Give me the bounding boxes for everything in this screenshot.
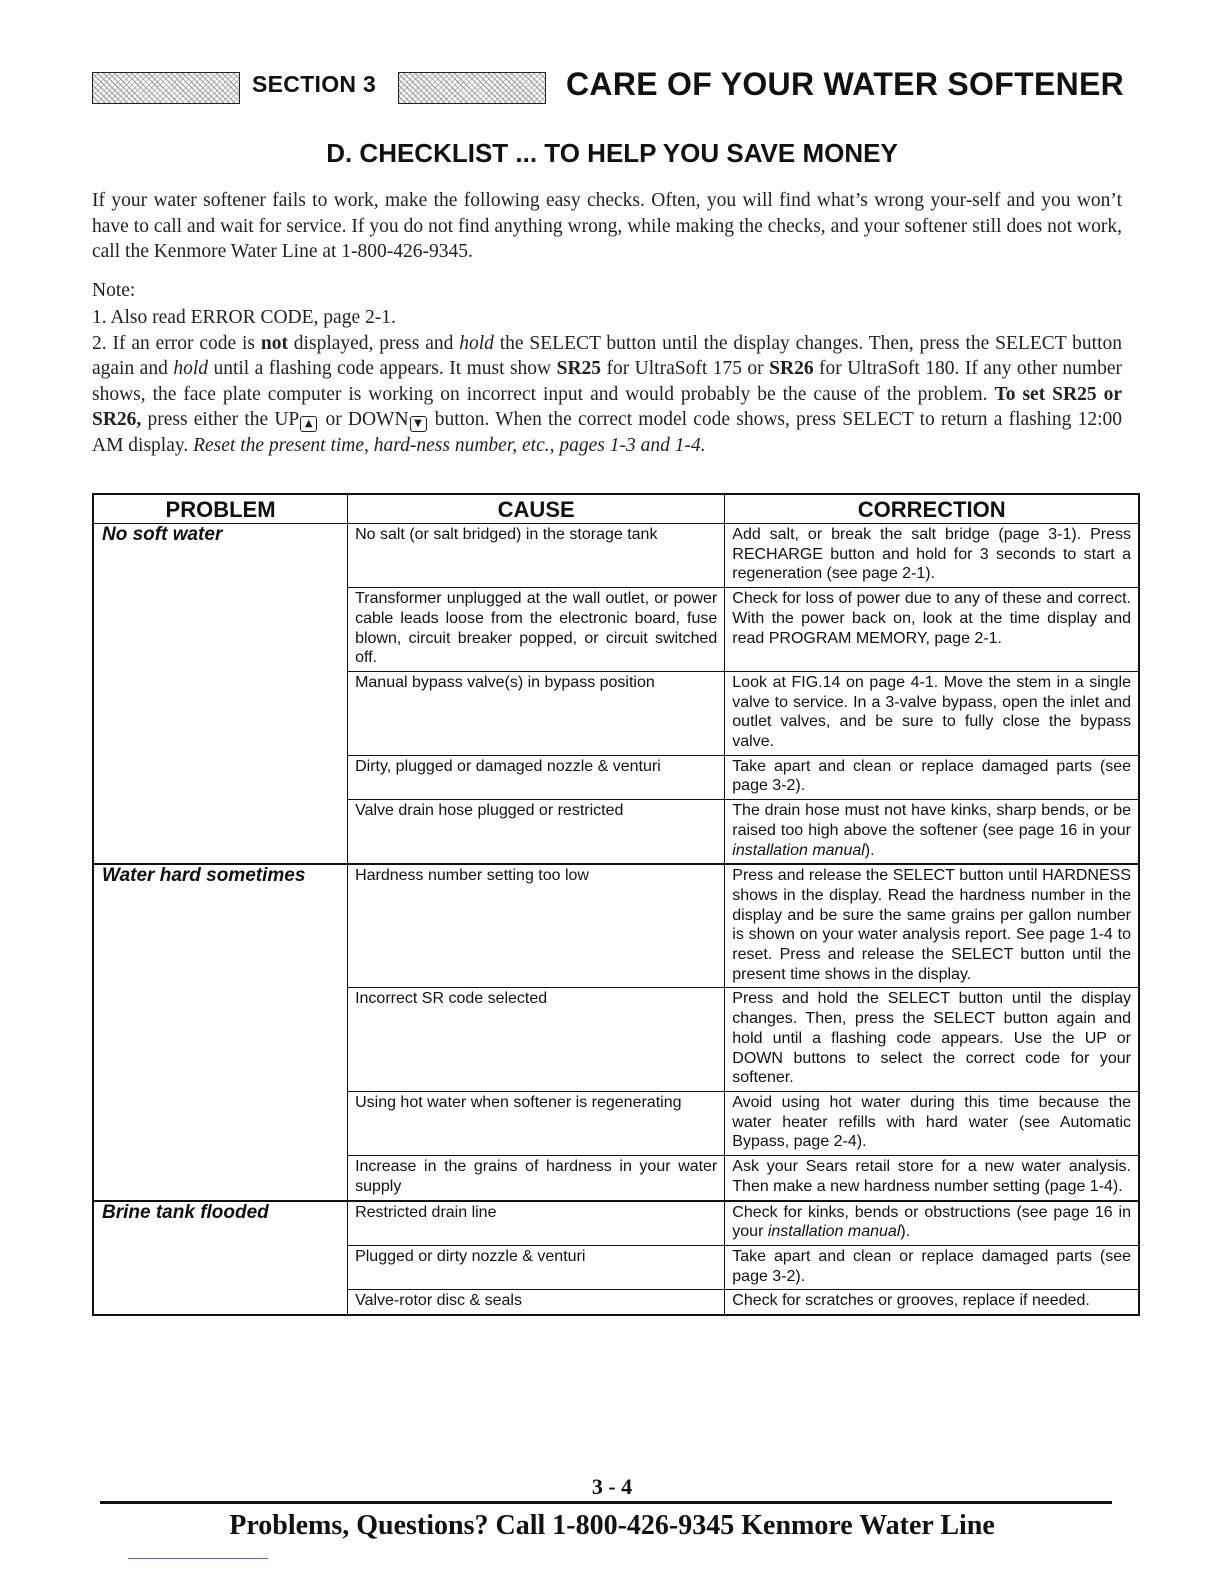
problem-cell: Water hard sometimes	[93, 864, 348, 1200]
cause-cell: Manual bypass valve(s) in bypass position	[348, 671, 725, 755]
correction-cell: Take apart and clean or replace damaged parts (see page 3-2).	[725, 755, 1139, 799]
correction-cell: Check for scratches or grooves, replace if needed.	[725, 1290, 1139, 1315]
checklist-heading: D. CHECKLIST ... TO HELP YOU SAVE MONEY	[326, 138, 898, 168]
cause-cell: Transformer unplugged at the wall outlet, or power cable leads loose from the electronic board, fuse blown, circuit breaker popped, or circuit switched off.	[348, 588, 725, 672]
cause-cell: Valve drain hose plugged or restricted	[348, 800, 725, 865]
section-label: SECTION 3	[252, 71, 377, 97]
note-1: 1. Also read ERROR CODE, page 2-1.	[92, 307, 396, 328]
notes	[92, 305, 1122, 458]
troubleshooting-table	[92, 493, 1140, 1316]
correction-cell: Check for kinks, bends or obstructions (see page 16 in your installation manual).	[725, 1201, 1139, 1246]
up-arrow-icon: ▲	[300, 416, 317, 432]
correction-cell: Press and release the SELECT button until HARDNESS shows in the display. Read the hardness number in the display and be sure the same grains per gallon number is shown on your water analysis report. See page 1-4 to reset. Press and release the SELECT button until the present time shows in the display.	[725, 864, 1139, 988]
cause-cell: Using hot water when softener is regenerating	[348, 1091, 725, 1155]
page-title: CARE OF YOUR WATER SOFTENER	[566, 66, 1125, 102]
note-heading: Note:	[92, 280, 136, 301]
correction-cell: Ask your Sears retail store for a new water analysis. Then make a new hardness number setting (page 1-4).	[725, 1156, 1139, 1201]
correction-cell: Press and hold the SELECT button until the display changes. Then, press the SELECT button again and hold until a flashing code appears. Use the UP or DOWN buttons to select the correct code for your softener.	[725, 988, 1139, 1092]
table-row	[93, 864, 1139, 988]
table-row	[93, 1201, 1139, 1246]
cause-cell: Hardness number setting too low	[348, 864, 725, 988]
correction-cell: Check for loss of power due to any of these and correct. With the power back on, look at the time display and read PROGRAM MEMORY, page 2-1.	[725, 588, 1139, 672]
section-header-hatch-left	[92, 72, 240, 104]
correction-cell: Look at FIG.14 on page 4-1. Move the stem in a single valve to service. In a 3-valve bypass, open the inlet and outlet valves, and be sure to fully close the bypass valve.	[725, 671, 1139, 755]
correction-cell: Add salt, or break the salt bridge (page 3-1). Press RECHARGE button and hold for 3 seconds to start a regeneration (see page 2-1).	[725, 524, 1139, 588]
column-header-correction: CORRECTION	[725, 494, 1139, 524]
table-row	[93, 524, 1139, 588]
column-header-cause: CAUSE	[348, 494, 725, 524]
cause-cell: Incorrect SR code selected	[348, 988, 725, 1092]
section-header-hatch-right	[398, 72, 546, 104]
problem-cell: Brine tank flooded	[93, 1201, 348, 1316]
page-number: 3 - 4	[591, 1474, 633, 1499]
cause-cell: No salt (or salt bridged) in the storage tank	[348, 524, 725, 588]
down-arrow-icon: ▼	[410, 416, 427, 432]
note-2: 2. If an error code is not displayed, press and hold the SELECT button until the display changes. Then, press the SELECT button again and hold until a flashing code appears. It must show SR25 for UltraSoft 175 or SR26 for UltraSoft 180. If any other number shows, the face plate computer is working on incorrect input and would probably be the cause of the problem. To set SR25 or SR26, press either the UP ▲ or DOWN ▼ button. When the correct model code shows, press SELECT to return a flashing 12:00 AM display. Reset the present time, hard-ness number, etc., pages 1-3 and 1-4.	[92, 332, 1122, 456]
footer-divider	[100, 1501, 1112, 1504]
correction-cell: The drain hose must not have kinks, sharp bends, or be raised too high above the softener (see page 16 in your installation manual).	[725, 800, 1139, 865]
corner-mark	[128, 1558, 268, 1559]
cause-cell: Restricted drain line	[348, 1201, 725, 1246]
section-header	[92, 66, 1125, 108]
correction-cell: Avoid using hot water during this time because the water heater refills with hard water (see Automatic Bypass, page 2-4).	[725, 1091, 1139, 1155]
problem-cell: No soft water	[93, 524, 348, 865]
cause-cell: Dirty, plugged or damaged nozzle & venturi	[348, 755, 725, 799]
cause-cell: Plugged or dirty nozzle & venturi	[348, 1245, 725, 1289]
column-header-problem: PROBLEM	[93, 494, 348, 524]
footer-text: Problems, Questions? Call 1-800-426-9345 Kenmore Water Line	[229, 1510, 995, 1541]
intro-paragraph: If your water softener fails to work, make the following easy checks. Often, you will find what’s wrong your-self and you won’t have to call and wait for service. If you do not find anything wrong, while making the checks, and your softener still does not work, call the Kenmore Water Line at 1-800-426-9345.	[92, 190, 1122, 262]
cause-cell: Increase in the grains of hardness in your water supply	[348, 1156, 725, 1201]
cause-cell: Valve-rotor disc & seals	[348, 1290, 725, 1315]
correction-cell: Take apart and clean or replace damaged parts (see page 3-2).	[725, 1245, 1139, 1289]
table-header-row	[93, 494, 1139, 524]
